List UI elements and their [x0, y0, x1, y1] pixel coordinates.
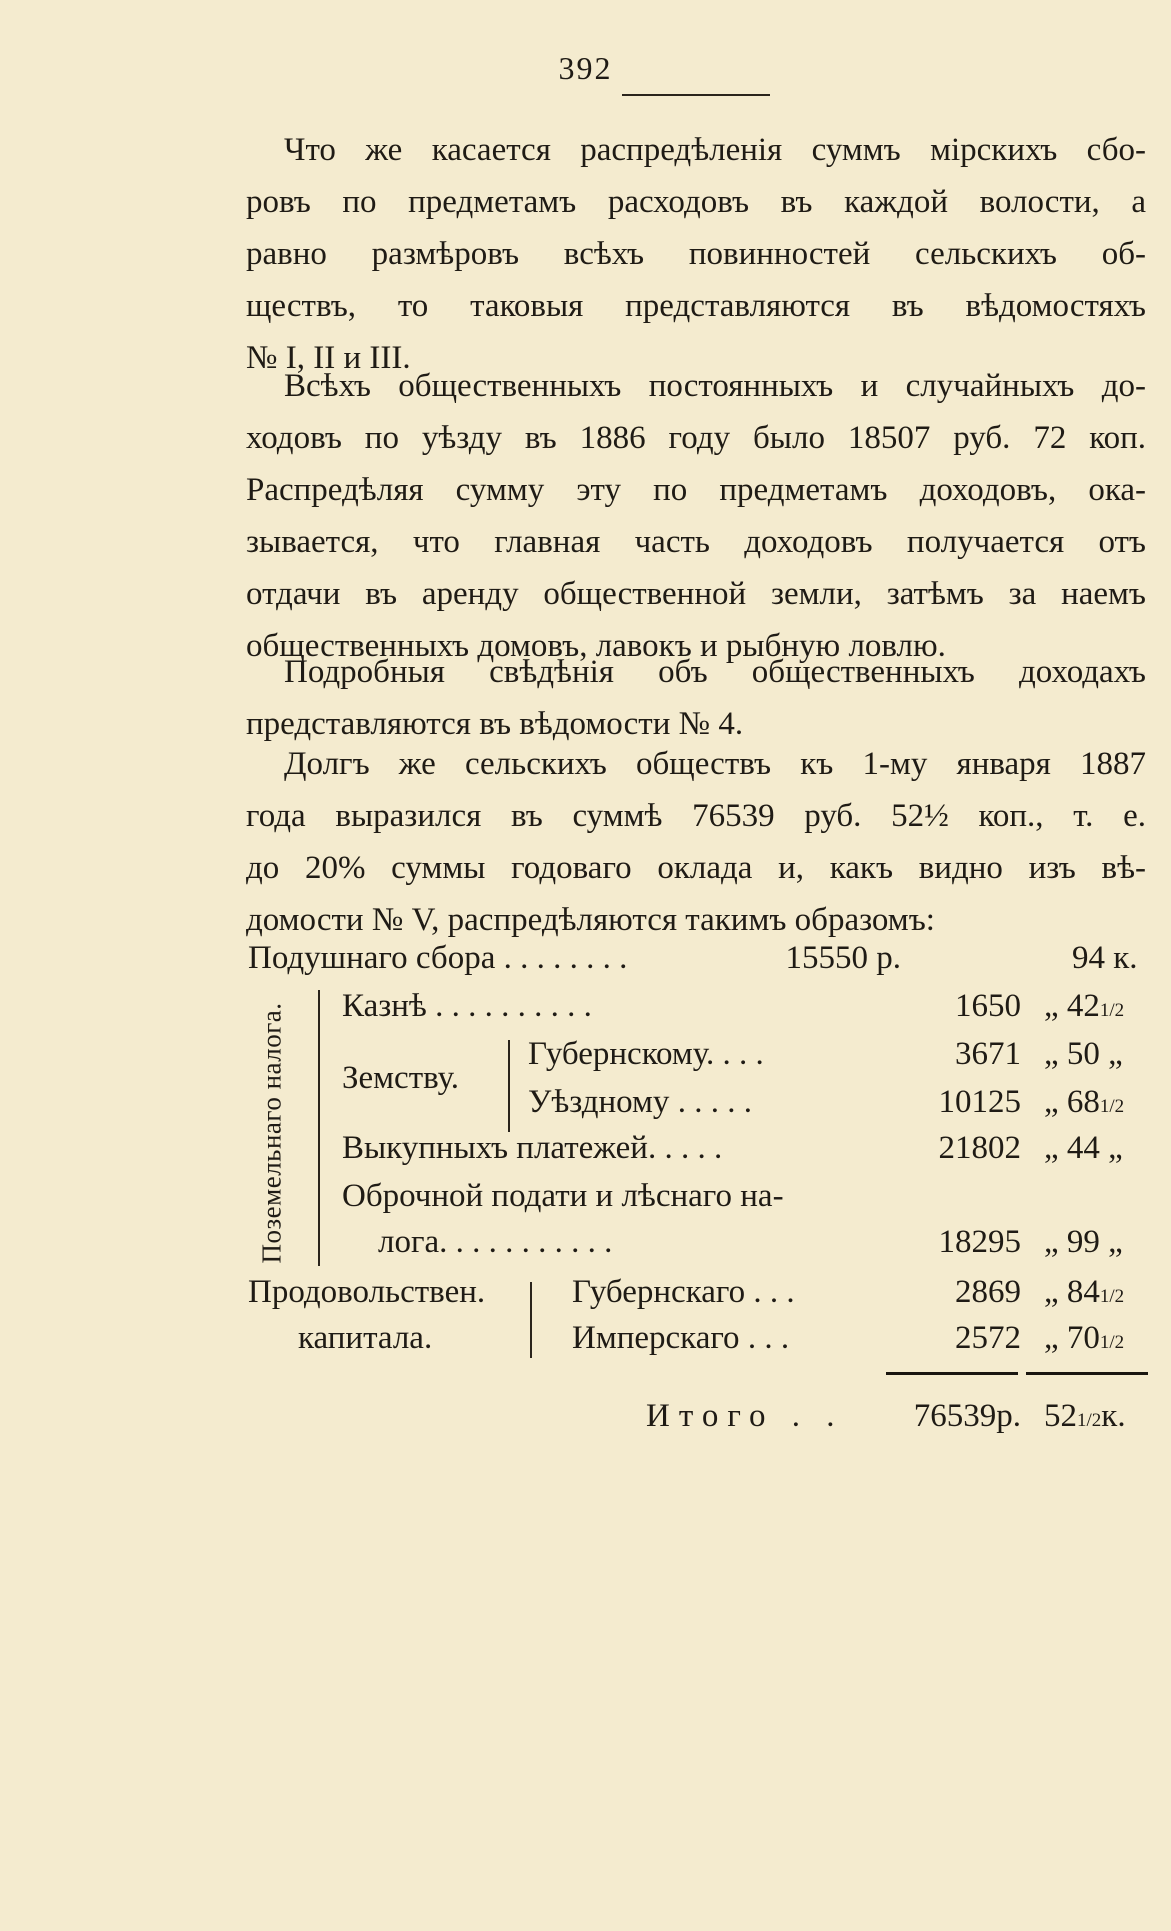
text-line: до 20% суммы годоваго оклада и, какъ видно изъ вѣ- [246, 850, 1146, 886]
ditto-mark: „ [1044, 988, 1059, 1024]
label: Выкупныхъ платежей [342, 1130, 648, 1166]
group-label-vertical [252, 990, 292, 1276]
rub-uezdnomu [939, 1082, 1022, 1122]
rub-gubernskomu [955, 1034, 1021, 1074]
label: Губернскаго [572, 1274, 746, 1310]
paragraph-4 [246, 738, 1146, 946]
rub-value: 10125 [938, 1084, 1021, 1120]
text-line: года выразился въ суммѣ 76539 руб. 52½ коп., т. е. [246, 798, 1146, 834]
prodov-label-line1: Продовольствен. [248, 1274, 486, 1310]
kop-vykup [1044, 1128, 1123, 1168]
group-label-text: Поземельнаго налога. [256, 1002, 287, 1264]
prodov-label-line2: капитала. [298, 1320, 433, 1356]
fraction: 1/2 [1077, 1410, 1102, 1431]
leader-dots: . . [774, 1398, 844, 1434]
zemstvu-label: Земству. [342, 1060, 460, 1096]
total-rule-kop [1026, 1372, 1148, 1375]
leader-dots: . . . . [706, 1036, 764, 1072]
row-label-uezdnomu [528, 1082, 752, 1122]
text-line: отдачи въ аренду общественной земли, затѣмъ за наемъ [246, 576, 1146, 612]
ditto-mark: „ [1044, 1130, 1059, 1166]
text-line: ходовъ по уѣзду въ 1886 году было 18507 руб. 72 коп. [246, 420, 1146, 456]
kop-value: 94 [1072, 940, 1105, 976]
text-line: зывается, что главная часть доходовъ получается отъ [246, 524, 1146, 560]
kop-gubernskomu [1044, 1034, 1123, 1074]
rub-value: 3671 [955, 1036, 1021, 1072]
kop-value: 42 [1066, 988, 1100, 1024]
kop-obrok [1044, 1222, 1123, 1262]
rub-value: 76539 [913, 1398, 997, 1434]
label: Имперскаго [572, 1320, 740, 1356]
row-label-gubernskago [572, 1272, 795, 1312]
row-label-podushny [248, 938, 627, 978]
kop-value: 50 [1066, 1036, 1100, 1072]
leader-dots: . . . [739, 1320, 790, 1356]
page-number: 392 [558, 50, 613, 86]
prodov-brace [530, 1282, 532, 1358]
kop-value: 84 [1066, 1274, 1100, 1310]
row-label-obrok-line2 [378, 1222, 612, 1262]
label: лога [378, 1224, 440, 1260]
text-line: Подробныя свѣдѣнія объ общественныхъ доходахъ [284, 654, 1146, 690]
rub-kazne [955, 986, 1021, 1026]
rub-gubernskago [955, 1272, 1021, 1312]
total-kop [1044, 1396, 1126, 1436]
ditto-mark: „ [1108, 1130, 1123, 1166]
ditto-mark: „ [1044, 1084, 1059, 1120]
text-line: Всѣхъ общественныхъ постоянныхъ и случайныхъ до- [284, 368, 1146, 404]
zemstvu-brace [508, 1040, 510, 1132]
row-label-gubernskomu [528, 1034, 764, 1074]
paragraph-2 [246, 360, 1146, 672]
kop-gubernskago [1044, 1272, 1124, 1312]
text-line: представляются въ вѣдомости № 4. [246, 706, 744, 742]
rub-podushny [786, 938, 902, 978]
label: Губернскому [528, 1036, 707, 1072]
kop-uezdnomu [1044, 1082, 1124, 1122]
row-label-imperskago [572, 1318, 789, 1358]
rub-vykup [939, 1128, 1022, 1168]
leader-dots: . . . . . . . . . . [426, 988, 592, 1024]
ditto-mark: „ [1044, 1036, 1059, 1072]
rub-value: 21802 [938, 1130, 1021, 1166]
rub-unit: р. [876, 940, 901, 976]
fraction: 1/2 [1099, 1286, 1125, 1307]
text-line: общественныхъ домовъ, лавокъ и рыбную ловлю. [246, 628, 946, 664]
text-line: равно размѣровъ всѣхъ повинностей сельскихъ об- [246, 236, 1146, 272]
rub-value: 2869 [955, 1274, 1021, 1310]
kop-imperskago [1044, 1318, 1124, 1358]
ditto-mark: „ [1044, 1274, 1059, 1310]
rub-value: 2572 [955, 1320, 1021, 1356]
row-label-obrok-line1: Оброчной подати и лѣснаго на- [342, 1178, 784, 1214]
fraction: 1/2 [1099, 1332, 1125, 1353]
paragraph-3 [246, 646, 1146, 750]
rub-obrok [939, 1222, 1022, 1262]
total-label [646, 1396, 844, 1436]
fraction: 1/2 [1099, 1096, 1125, 1117]
rub-value: 1650 [955, 988, 1021, 1024]
leader-dots: . . . . . . . . [495, 940, 628, 976]
kop-unit: к. [1101, 1398, 1126, 1434]
kop-value: 99 [1066, 1224, 1100, 1260]
leader-dots: . . . . . [669, 1084, 752, 1120]
text-line: ществъ, то таковыя представляются въ вѣдомостяхъ [246, 288, 1146, 324]
kop-podushny [1072, 938, 1138, 978]
rub-value: 18295 [938, 1224, 1021, 1260]
group-brace [318, 990, 320, 1266]
kop-kazne [1044, 986, 1124, 1026]
label: Казнѣ [342, 988, 427, 1024]
rub-value: 15550 [785, 940, 868, 976]
kop-value: 70 [1066, 1320, 1100, 1356]
kop-value: 52 [1044, 1398, 1077, 1434]
text-line: Распредѣляя сумму эту по предметамъ доходовъ, ока- [246, 472, 1146, 508]
label: Подушнаго сбора [248, 940, 496, 976]
paragraph-1 [246, 124, 1146, 384]
leader-dots: . . . [745, 1274, 795, 1310]
fraction: 1/2 [1099, 1000, 1125, 1021]
leader-dots: . . . . . [647, 1130, 723, 1166]
page-number-rule [622, 94, 770, 96]
kop-value: 68 [1066, 1084, 1100, 1120]
rub-imperskago [955, 1318, 1021, 1358]
ditto-mark: „ [1044, 1320, 1059, 1356]
text-line: Что же касается распредѣленія суммъ мірскихъ сбо- [284, 132, 1146, 168]
row-label-kazne [342, 986, 592, 1026]
text-line: Долгъ же сельскихъ обществъ къ 1-му января 1887 [284, 746, 1146, 782]
total-rub [914, 1396, 1021, 1436]
rub-unit: р. [996, 1398, 1021, 1434]
label: Уѣздному [528, 1084, 670, 1120]
text-line: домости № V, распредѣляются такимъ образомъ: [246, 902, 935, 938]
leader-dots: . . . . . . . . . . . [439, 1224, 613, 1260]
ditto-mark: „ [1108, 1036, 1123, 1072]
label: Итого [646, 1398, 775, 1434]
ditto-mark: „ [1044, 1224, 1059, 1260]
total-rule-rub [886, 1372, 1018, 1375]
row-label-vykup [342, 1128, 722, 1168]
text-line: № I, II и III. [246, 340, 411, 376]
ditto-mark: „ [1108, 1224, 1123, 1260]
kop-unit: к. [1113, 940, 1138, 976]
kop-value: 44 [1066, 1130, 1100, 1166]
text-line: ровъ по предметамъ расходовъ въ каждой волости, а [246, 184, 1146, 220]
